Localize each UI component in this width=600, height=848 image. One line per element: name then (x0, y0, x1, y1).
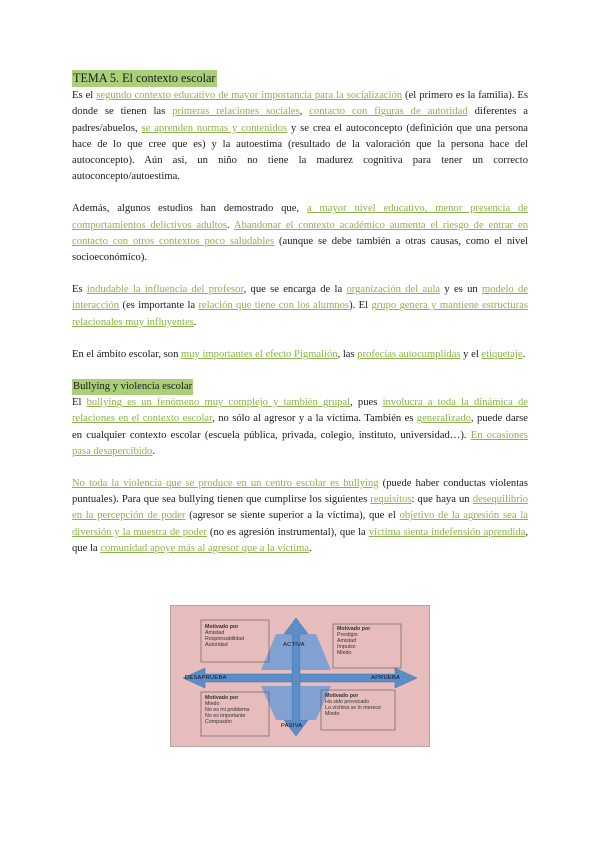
link-desequilibrio[interactable]: desequilibrio en la percepción de poder (72, 494, 528, 522)
spacer (72, 185, 528, 201)
link-relacion-alumnos[interactable]: relación que tiene con los alumnos (198, 300, 350, 312)
text: El (72, 397, 87, 409)
quadrant-line: Amistad (205, 630, 225, 637)
link-contacto-autoridad[interactable]: contacto con figuras de autoridad (309, 106, 468, 118)
quadrant-text-bottom-left (205, 695, 249, 725)
link-organizacion-aula[interactable]: organización del aula (346, 284, 441, 296)
text: (aunque se debe también a otras causas, como el nivel socioeconómico). (72, 235, 528, 264)
quadrant-head: Motivado por (205, 624, 239, 630)
quadrant-line: Amistad (337, 638, 357, 645)
quadrant-shape-bottom-left (261, 686, 292, 720)
quadrant-shape-top-right (300, 634, 331, 670)
quadrant-line: Ha sido provocado (325, 699, 370, 706)
paragraph-6 (72, 476, 528, 557)
link-bullying-complejo[interactable]: bullying es un fenómeno muy complejo y también grupal (86, 397, 351, 409)
link-no-toda-violencia[interactable]: No toda la violencia que se produce en un centro escolar es bullying (72, 478, 379, 490)
paragraph-4 (72, 347, 528, 363)
quadrant-text-top-right (337, 626, 370, 656)
text: (el primero es la familia). Es donde se tienen las (72, 90, 528, 118)
text: , que la (72, 526, 529, 554)
quadrant-line: Impulso (337, 644, 356, 651)
quadrant-line: Miedo (337, 650, 352, 657)
bullying-roles-diagram (170, 605, 430, 747)
axis-label-activa: ACTIVA (283, 642, 305, 648)
text: , que se encarga de la (243, 284, 347, 296)
text: diferentes a padres/abuelos, (72, 106, 528, 134)
text: . (152, 445, 155, 457)
text: (puede haber conductas violentas puntuales). Para que sea bullying tienen que cumplirse los siguientes (72, 478, 528, 506)
link-abandonar-contexto[interactable]: Abandonar el contexto académico aumenta el riesgo de entrar en contacto con otros contextos poco saludables (72, 219, 529, 247)
link-requisitos[interactable]: requisitos (370, 494, 412, 506)
paragraph-2 (72, 201, 528, 266)
link-comunidad-apoye[interactable]: comunidad apoye más al agresor que a la víctima (100, 542, 310, 554)
quadrant-line: No es importante (205, 713, 246, 720)
link-desapercibido[interactable]: En ocasiones pasa desapercibido (72, 429, 528, 457)
subsection-title: Bullying y violencia escolar (72, 379, 193, 395)
text: Es (72, 284, 87, 296)
text: , no sólo al agresor y a la víctima. También es (212, 413, 417, 425)
text: , pues (350, 397, 383, 409)
text: (es importante la (119, 300, 199, 312)
quadrant-line: Miedo (325, 711, 340, 718)
text: y el (460, 348, 482, 360)
text: . (227, 219, 234, 231)
text: En el ámbito escolar, son (72, 348, 182, 360)
quadrant-line: Compasión (205, 719, 232, 726)
section-title: TEMA 5. El contexto escolar (73, 71, 216, 85)
link-nivel-educativo[interactable]: a mayor nivel educativo, menor presencia de comportamientos delictivos adultos (72, 203, 528, 231)
text: ). El (349, 300, 372, 312)
section-title-line (72, 70, 528, 88)
link-influencia-profesor[interactable]: indudable la influencia del profesor (86, 284, 244, 296)
paragraph-3 (72, 282, 528, 331)
spacer (72, 460, 528, 476)
quadrant-head: Motivado por (325, 693, 359, 699)
link-objetivo-agresion[interactable]: objetivo de la agresión sea la diversión y la muestra de poder (72, 510, 528, 538)
quadrant-line: Prestigio (337, 632, 358, 639)
quadrant-shape-top-left (261, 634, 292, 670)
text: Además, algunos estudios han demostrado que, (72, 203, 307, 215)
quadrant-line: La víctima se lo merece (325, 705, 381, 712)
link-segundo-contexto[interactable]: segundo contexto educativo de mayor importancia para la socialización (96, 90, 403, 102)
spacer (72, 363, 528, 379)
text: : que haya un (411, 494, 473, 506)
text: , las (337, 348, 358, 360)
link-indefension[interactable]: víctima sienta indefensión aprendida (368, 526, 526, 538)
link-primeras-relaciones[interactable]: primeras relaciones sociales (172, 106, 300, 118)
link-modelo-interaccion[interactable]: modelo de interacción (72, 284, 529, 312)
link-grupo-genera[interactable]: grupo genera y mantiene estructuras relacionales muy influyentes (72, 300, 528, 328)
quadrant-text-bottom-right (325, 693, 381, 717)
text: . (309, 542, 312, 554)
quadrant-line: Autoridad (205, 642, 228, 649)
link-etiquetaje[interactable]: etiquetaje (481, 348, 523, 360)
axis-label-aprueba: APRUEBA (371, 675, 401, 681)
link-efecto-pigmalion[interactable]: muy importantes el efecto Pigmalión (181, 348, 338, 360)
quadrant-line: Responsabilidad (205, 636, 245, 643)
text: (agresor se siente superior a la víctima), que el (185, 510, 400, 522)
link-generalizado[interactable]: generalizado (416, 413, 471, 425)
text: y se crea el autoconcepto (definición que una persona hace de lo que cree que es) y la autoestima (resultado de la valoración que la persona hace del autoconcepto). Aún así, un niño no tiene la madurez cognitiva para tener un correcto autoconcepto/autoestima. (72, 122, 528, 183)
quadrant-head: Motivado por (205, 695, 239, 701)
text: y es un (440, 284, 482, 296)
paragraph-5 (72, 395, 528, 460)
document-page (72, 70, 528, 557)
quadrant-line: Miedo (205, 701, 220, 708)
quadrant-text-top-left (205, 624, 244, 648)
text: . (522, 348, 526, 360)
link-involucra-dinamica[interactable]: involucra a toda la dinámica de relaciones en el contexto escolar (72, 397, 528, 425)
paragraph-1 (72, 88, 528, 185)
axis-label-desaprueba: DESAPRUEBA (185, 675, 227, 681)
spacer (72, 331, 528, 347)
quadrant-head: Motivado por (337, 626, 371, 632)
text: , (299, 106, 310, 118)
link-profecias[interactable]: profecías autocumplidas (357, 348, 461, 360)
text: . (193, 316, 197, 328)
text: (no es agresión instrumental), que la (206, 526, 369, 538)
spacer (72, 266, 528, 282)
link-normas-contenidos[interactable]: se aprenden normas y contenidos (141, 122, 288, 134)
quadrant-line: No es mi problema (205, 707, 250, 714)
text: , puede darse en cualquier contexto escolar (escuela pública, privada, colegio, instituto, universidad…). (72, 413, 528, 441)
text: Es el (72, 90, 97, 102)
axis-label-pasiva: PASIVA (281, 723, 303, 729)
subtitle-line (72, 379, 528, 395)
